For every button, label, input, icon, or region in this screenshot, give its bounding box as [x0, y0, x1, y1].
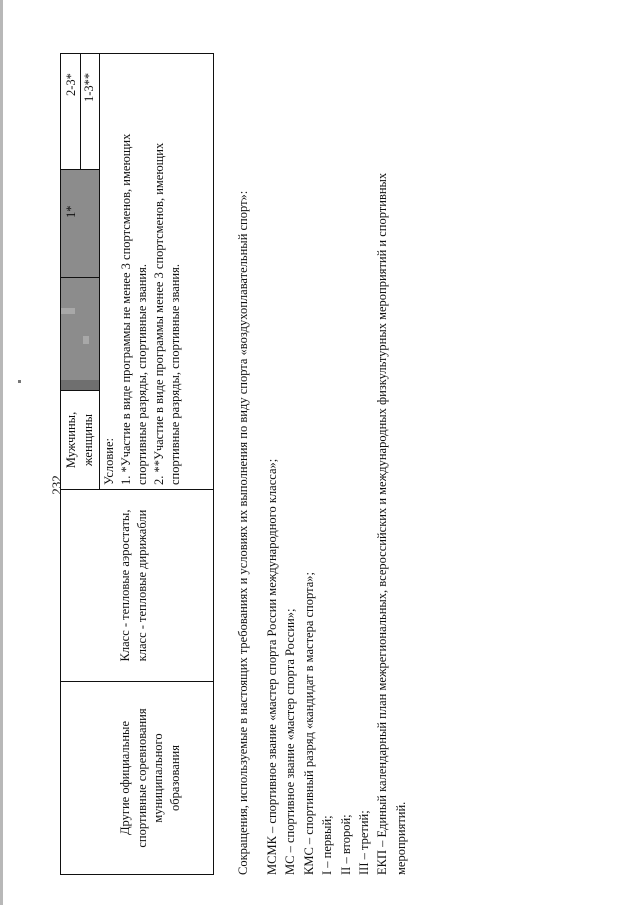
condition-line: спортивные разряды, спортивные звания.	[168, 264, 182, 485]
class-column	[61, 489, 213, 681]
condition-line: 2. **Участие в виде программы менее 3 спортсменов, имеющих	[151, 142, 166, 485]
event-line: муниципального	[151, 733, 165, 823]
condition-title: Условие:	[102, 438, 116, 485]
abbreviation-item: I – первый;	[320, 815, 334, 875]
rotated-page	[20, 10, 620, 890]
abbreviations-intro: Сокращения, используемые в настоящих требованиях и условиях их выполнения по виду спорта «воздухоплавательный спорт»:	[236, 190, 250, 875]
shade-noise	[61, 308, 75, 314]
value-3: 1-3**	[82, 72, 96, 102]
event-line: Другие официальные	[118, 721, 132, 836]
abbreviation-item: МС – спортивное звание «мастер спорта России»;	[283, 608, 297, 875]
gender-line: женщины	[80, 413, 95, 467]
shaded-cells	[61, 170, 99, 390]
condition-divider	[99, 54, 100, 489]
abbreviation-last-line: мероприятий.	[394, 801, 408, 875]
value-1: 1*	[64, 205, 78, 218]
event-line: спортивные соревнования	[134, 708, 149, 848]
class-cell	[117, 490, 150, 681]
requirements-table	[60, 53, 214, 875]
value-2: 2-3*	[64, 73, 78, 96]
condition-line: спортивные разряды, спортивные звания.	[135, 264, 149, 485]
class-line: Класс - тепловые аэростаты,	[118, 509, 132, 662]
value-divider	[61, 277, 99, 278]
event-cell	[117, 682, 183, 874]
abbreviation-item: ЕКП – Единый календарный план межрегиональных, всероссийских и международных физкультурных мероприятий и спортивных	[375, 172, 389, 875]
abbreviation-item: III – третий;	[357, 810, 371, 875]
scan-edge	[0, 0, 3, 905]
event-line: образования	[167, 745, 182, 811]
abbreviation-item: МСМК – спортивное звание «мастер спорта России международного класса»;	[265, 458, 279, 875]
condition-line: 1. *Участие в виде программы не менее 3 спортсменов, имеющих	[118, 133, 133, 485]
event-column	[61, 681, 213, 874]
abbreviation-item: II – второй;	[339, 814, 353, 875]
gender-line: Мужчины,	[64, 411, 78, 469]
class-line: класс - тепловые дирижабли	[134, 509, 149, 662]
shade-noise	[83, 336, 89, 344]
page-number: 232	[49, 475, 64, 495]
condition-cell	[101, 134, 184, 485]
value-row-divider	[80, 54, 81, 169]
shade-noise	[61, 380, 99, 390]
gender-cell	[63, 391, 96, 489]
abbreviation-item: КМС – спортивный разряд «кандидат в мастера спорта»;	[302, 572, 316, 875]
